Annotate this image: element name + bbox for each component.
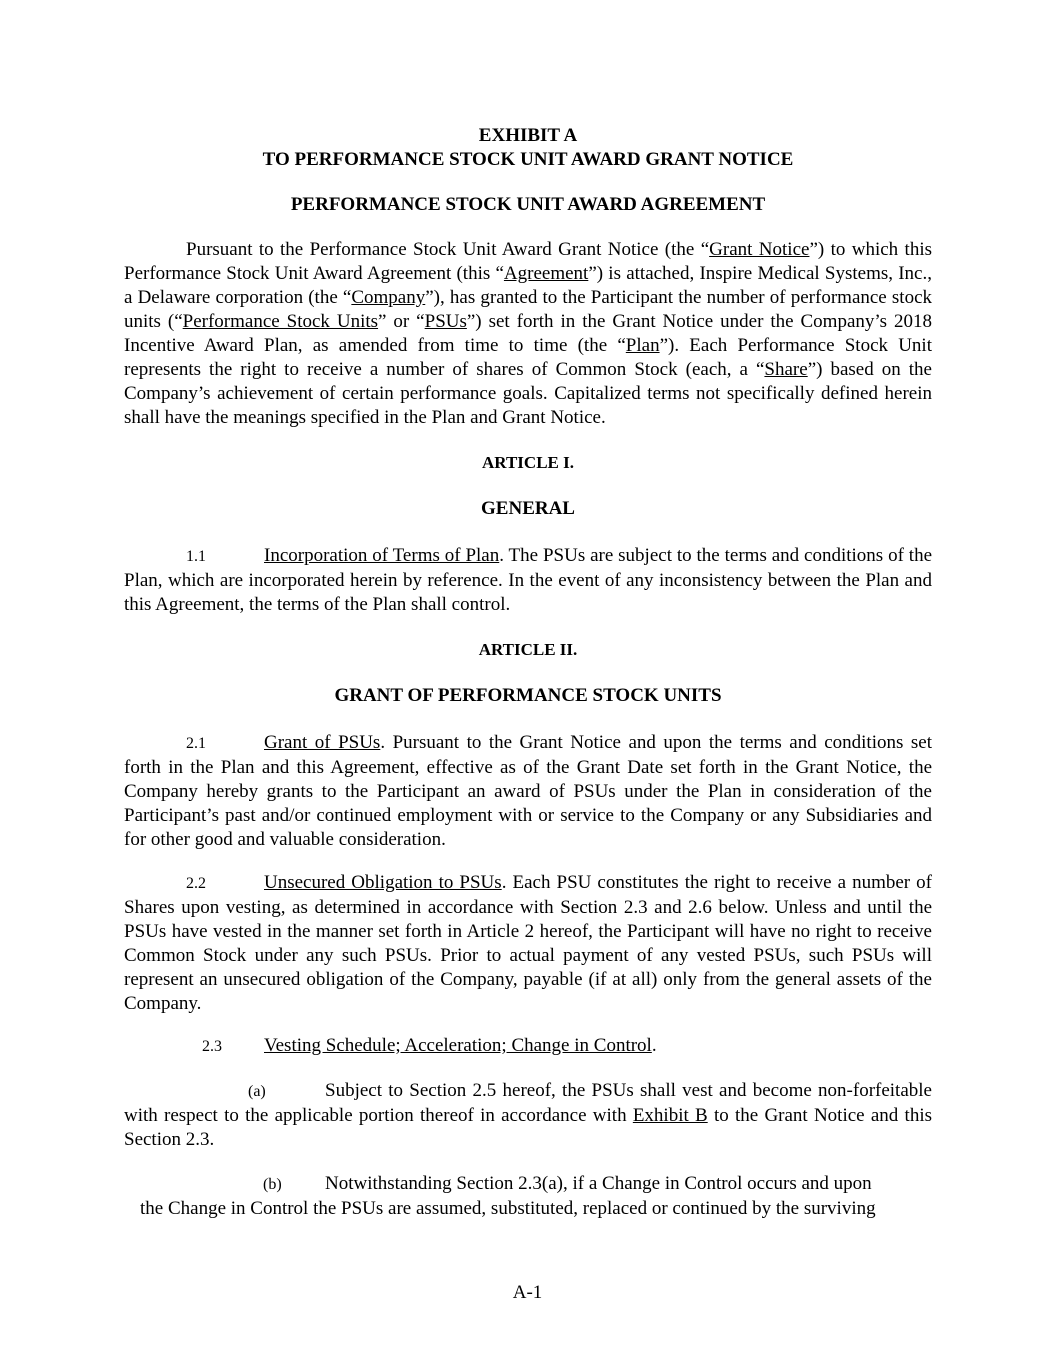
article-1-label: ARTICLE I.: [482, 453, 574, 472]
section-1-1: 1.1 Incorporation of Terms of Plan. The PSUs are subject to the terms and conditions of the Plan, which are incorporated herein by reference. In the event of any inconsistency between the Plan and this Agreement, the terms of the Plan shall control.: [124, 545, 932, 615]
subsection-number: (a): [248, 1083, 266, 1100]
term-performance-stock-units: Performance Stock Units: [182, 311, 379, 332]
term-company: Company: [351, 287, 426, 308]
section-title: Unsecured Obligation to PSUs: [264, 872, 502, 893]
section-2-3-b: (b) Notwithstanding Section 2.3(a), if a Change in Control occurs and upon the Change in Control the PSUs are assumed, substituted, replaced or continued by the surviving: [140, 1173, 876, 1219]
page-number: A-1: [512, 1282, 543, 1303]
term-share: Share: [764, 359, 808, 380]
term-plan: Plan: [625, 335, 660, 356]
exhibit-header: [124, 124, 932, 172]
exhibit-label: EXHIBIT A: [478, 125, 578, 146]
section-2-3: 2.3 Vesting Schedule; Acceleration; Change in Control.: [124, 1034, 932, 1059]
section-2-2: 2.2 Unsecured Obligation to PSUs. Each PSU constitutes the right to receive a number of Shares upon vesting, as determined in accordance with Section 2.3 and 2.6 below. Unless and until the PSUs have vested in the manner set forth in Article 2 hereof, the Participant will have no right to receive Common Stock under any such PSUs. Prior to actual payment of any vested PSUs, such PSUs will represent an unsecured obligation of the Company, payable (if at all) only from the general assets of the Company.: [124, 872, 932, 1014]
article-2-title: GRANT OF PERFORMANCE STOCK UNITS: [334, 685, 722, 706]
section-2-1: 2.1 Grant of PSUs. Pursuant to the Grant Notice and upon the terms and conditions set forth in the Plan and this Agreement, effective as of the Grant Date set forth in the Grant Notice, the Company hereby grants to the Participant an award of PSUs under the Plan in consideration of the Participant’s past and/or continued employment with or service to the Company or any Subsidiaries and for other good and valuable consideration.: [124, 732, 932, 850]
article-2-label: ARTICLE II.: [478, 640, 578, 659]
agreement-title: PERFORMANCE STOCK UNIT AWARD AGREEMENT: [290, 194, 766, 215]
article-1-title: GENERAL: [481, 498, 575, 519]
term-grant-notice: Grant Notice: [709, 239, 810, 260]
exhibit-subtitle: TO PERFORMANCE STOCK UNIT AWARD GRANT NOTICE: [262, 149, 794, 170]
section-2-3-a: (a) Subject to Section 2.5 hereof, the PSUs shall vest and become non-forfeitable with respect to the applicable portion thereof in accordance with Exhibit B to the Grant Notice and this Section 2.3.: [124, 1080, 932, 1150]
term-agreement: Agreement: [503, 263, 589, 284]
section-title: Grant of PSUs: [264, 732, 381, 753]
section-number: 2.2: [186, 875, 206, 892]
intro-paragraph: Pursuant to the Performance Stock Unit Award Grant Notice (the “Grant Notice”) to which this Performance Stock Unit Award Agreement (this “Agreement”) is attached, Inspire Medical Systems, Inc., a Delaware corporation (the “Company”), has granted to the Participant the number of performance stock units (“Performance Stock Units” or “PSUs”) set forth in the Grant Notice under the Company’s 2018 Incentive Award Plan, as amended from time to time (the “Plan”). Each Performance Stock Unit represents the right to receive a number of shares of Common Stock (each, a “Share”) based on the Company’s achievement of certain performance goals. Capitalized terms not specifically defined herein shall have the meanings specified in the Plan and Grant Notice.: [124, 239, 932, 428]
section-number: 2.3: [202, 1038, 222, 1055]
section-title: Incorporation of Terms of Plan: [264, 545, 500, 566]
term-psus: PSUs: [424, 311, 467, 332]
section-number: 2.1: [186, 735, 206, 752]
exhibit-b-reference: Exhibit B: [632, 1105, 708, 1126]
subsection-number: (b): [263, 1176, 282, 1193]
section-title: Vesting Schedule; Acceleration; Change in Control: [264, 1035, 652, 1056]
section-number: 1.1: [186, 548, 206, 565]
